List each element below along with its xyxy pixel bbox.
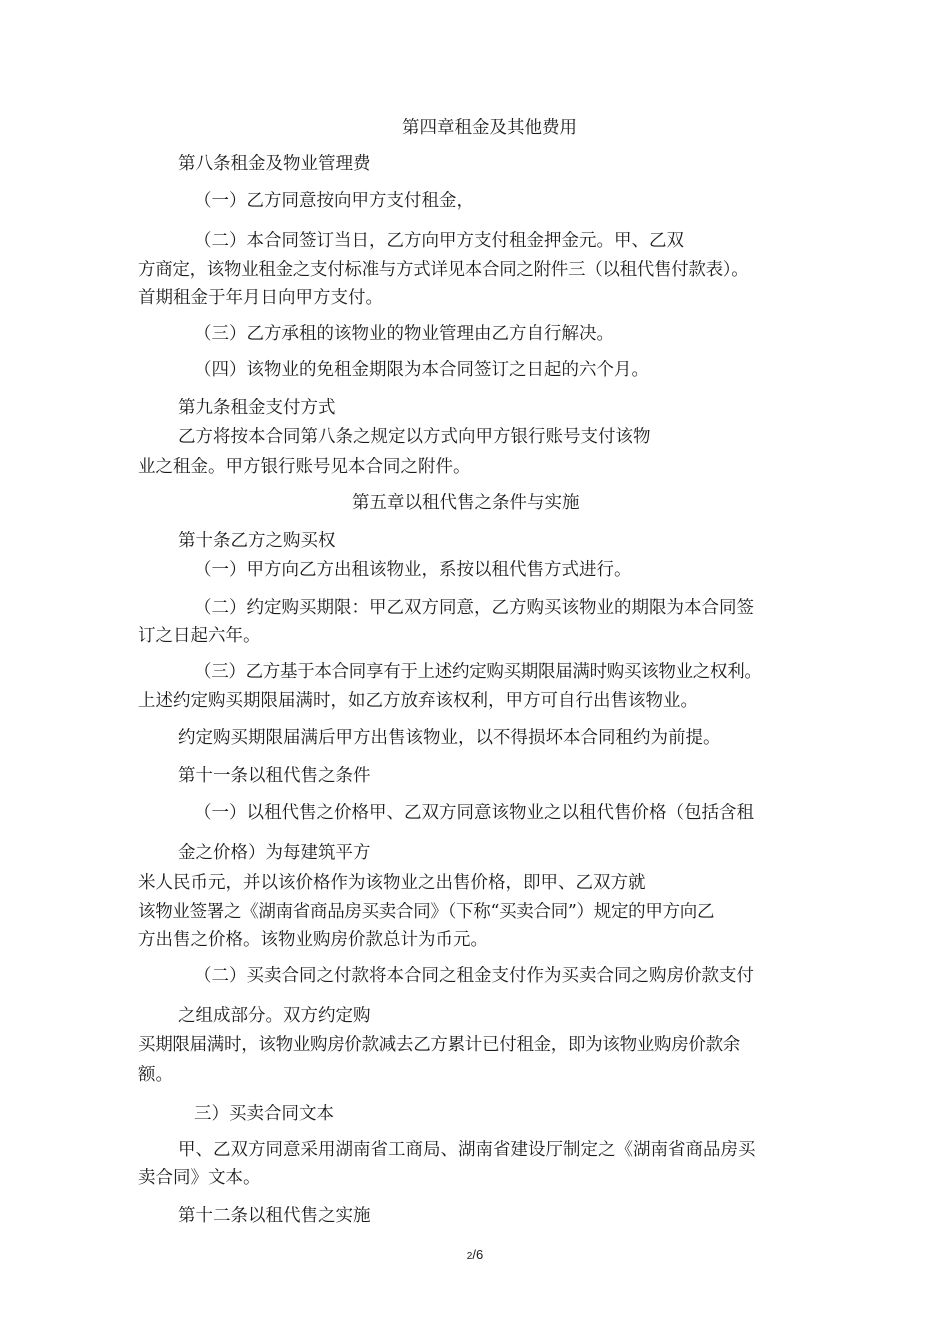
paragraph-line: 方出售之价格。该物业购房价款总计为币元。 [138, 930, 488, 950]
paragraph-line: （三）乙方基于本合同享有于上述约定购买期限届满时购买该物业之权利。 [194, 662, 762, 682]
article-9-heading: 第九条租金支付方式 [178, 398, 336, 418]
paragraph-line: （二）买卖合同之付款将本合同之租金支付作为买卖合同之购房价款支付 [194, 966, 754, 986]
article-12-heading: 第十二条以租代售之实施 [178, 1206, 371, 1226]
paragraph-line: 甲、乙双方同意采用湖南省工商局、湖南省建设厅制定之《湖南省商品房买 [178, 1140, 756, 1160]
paragraph-line: 首期租金于年月日向甲方支付。 [138, 288, 383, 308]
paragraph-line: 订之日起六年。 [138, 626, 261, 646]
paragraph-line: （四）该物业的免租金期限为本合同签订之日起的六个月。 [194, 360, 649, 380]
paragraph-line: 业之租金。甲方银行账号见本合同之附件。 [138, 457, 471, 477]
page-total: /6 [472, 1247, 484, 1262]
paragraph-line: （一）甲方向乙方出租该物业，系按以租代售方式进行。 [194, 560, 632, 580]
paragraph-line: （二）约定购买期限：甲乙双方同意，乙方购买该物业的期限为本合同签 [194, 598, 754, 618]
paragraph-line: 三）买卖合同文本 [194, 1104, 334, 1124]
article-11-heading: 第十一条以租代售之条件 [178, 766, 371, 786]
page-number [0, 1247, 950, 1262]
paragraph-line: 上述约定购买期限届满时，如乙方放弃该权利，甲方可自行出售该物业。 [138, 691, 698, 711]
paragraph-line: （二）本合同签订当日，乙方向甲方支付租金押金元。甲、乙双 [194, 231, 684, 251]
paragraph-line: 乙方将按本合同第八条之规定以方式向甲方银行账号支付该物 [178, 427, 651, 447]
paragraph-line: 之组成部分。双方约定购 [178, 1006, 371, 1026]
page-current: 2 [466, 1251, 473, 1262]
paragraph-line: 卖合同》文本。 [138, 1168, 261, 1188]
chapter-4-heading: 第四章租金及其他费用 [402, 118, 577, 138]
article-8-heading: 第八条租金及物业管理费 [178, 154, 371, 174]
chapter-5-heading: 第五章以租代售之条件与实施 [352, 493, 580, 513]
paragraph-line: 买期限届满时，该物业购房价款减去乙方累计已付租金，即为该物业购房价款余 [138, 1035, 740, 1055]
paragraph-line: 金之价格）为每建筑平方 [178, 843, 371, 863]
paragraph-line: （一）以租代售之价格甲、乙双方同意该物业之以租代售价格（包括含租 [194, 803, 754, 823]
paragraph-line: （一）乙方同意按向甲方支付租金， [194, 191, 474, 211]
paragraph-line: 额。 [138, 1065, 173, 1085]
paragraph-line: 方商定，该物业租金之支付标准与方式详见本合同之附件三（以租代售付款表）。 [138, 260, 749, 280]
article-10-heading: 第十条乙方之购买权 [178, 531, 336, 551]
paragraph-line: 米人民币元，并以该价格作为该物业之出售价格，即甲、乙双方就 [138, 873, 646, 893]
paragraph-line: 约定购买期限届满后甲方出售该物业，以不得损坏本合同租约为前提。 [178, 728, 721, 748]
paragraph-line: 该物业签署之《湖南省商品房买卖合同》（下称“买卖合同”）规定的甲方向乙 [138, 902, 715, 922]
paragraph-line: （三）乙方承租的该物业的物业管理由乙方自行解决。 [194, 324, 614, 344]
